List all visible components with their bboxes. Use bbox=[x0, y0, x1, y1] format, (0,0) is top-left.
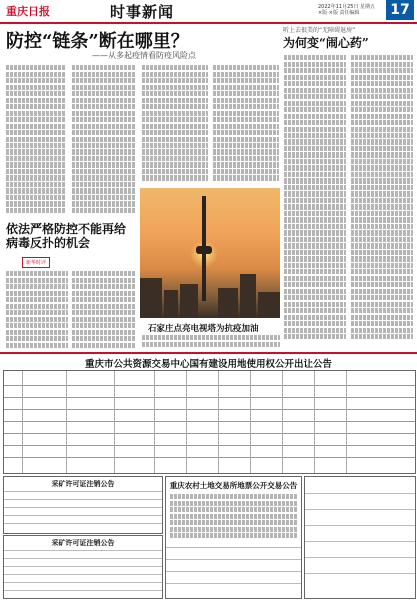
mining-notice-1 bbox=[3, 476, 163, 534]
article-column bbox=[170, 493, 297, 541]
notice-title: 重庆市公共资源交易中心国有建设用地使用权公开出让公告 bbox=[84, 359, 332, 370]
dateline: 2022年11月25日 星期五 ×版·×版 责任编辑 bbox=[318, 4, 376, 16]
classified-notices bbox=[304, 476, 416, 599]
main-headline: 防控“链条”断在哪里？ bbox=[6, 31, 189, 52]
article-column bbox=[72, 270, 136, 348]
right-kicker: 听上去很美的“无障碍退房” bbox=[283, 27, 356, 34]
article-column bbox=[142, 64, 208, 184]
notice-table bbox=[3, 370, 416, 474]
page-number: 17 bbox=[386, 0, 414, 20]
paper-logo: 重庆日报 bbox=[6, 5, 50, 18]
news-photo bbox=[140, 188, 280, 318]
article-column bbox=[72, 64, 136, 214]
article-column bbox=[6, 270, 68, 348]
mining-notice-1-title: 采矿许可证注销公告 bbox=[51, 479, 115, 488]
commentary-badge: 新华时评 bbox=[22, 257, 50, 268]
divider bbox=[0, 352, 417, 354]
article-column bbox=[284, 54, 346, 349]
article-column bbox=[6, 64, 66, 214]
caption-text bbox=[142, 334, 280, 348]
land-notice-title: 重庆农村土地交易所地票公开交易公告 bbox=[169, 481, 298, 490]
land-notice bbox=[165, 476, 302, 599]
article-column bbox=[351, 54, 413, 349]
main-subhead: ——从多起疫情看防疫风险点 bbox=[92, 51, 196, 60]
mining-notice-2-title: 采矿许可证注销公告 bbox=[51, 538, 115, 547]
right-headline: 为何变“闹心药” bbox=[283, 36, 369, 50]
commentary-headline: 依法严格防控不能再给病毒反扑的机会 bbox=[6, 222, 127, 250]
photo-caption: 石家庄点亮电视塔为抗疫加油 bbox=[148, 324, 259, 334]
section-title: 时事新闻 bbox=[110, 3, 175, 21]
mining-notice-2 bbox=[3, 535, 163, 599]
article-column bbox=[213, 64, 279, 184]
